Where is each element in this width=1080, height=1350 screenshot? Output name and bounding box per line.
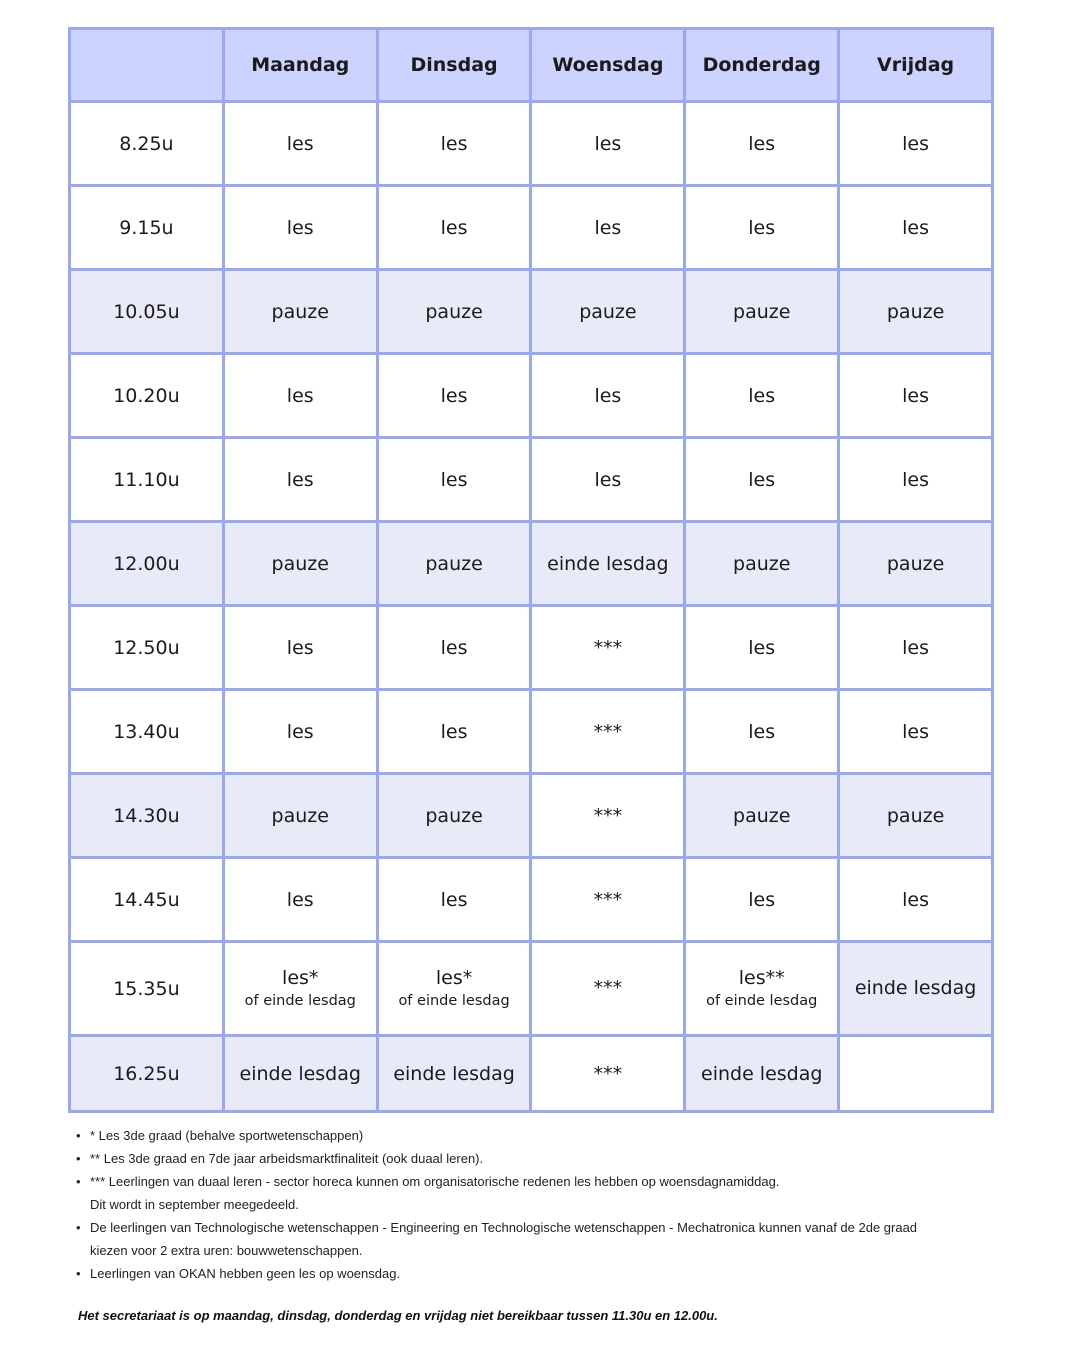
table-row [70, 102, 993, 186]
table-row [70, 438, 993, 522]
table-row [70, 186, 993, 270]
schedule-cell [839, 942, 993, 1036]
schedule-cell: les [839, 690, 993, 774]
schedule-cell: pauze [685, 774, 839, 858]
table-row [70, 1036, 993, 1112]
table-row [70, 858, 993, 942]
day-header-dinsdag: Dinsdag [377, 29, 531, 102]
schedule-cell: les [377, 858, 531, 942]
schedule-cell: les [223, 858, 377, 942]
schedule-cell: les [377, 102, 531, 186]
day-header-woensdag: Woensdag [531, 29, 685, 102]
day-header-maandag: Maandag [223, 29, 377, 102]
day-header-vrijdag: Vrijdag [839, 29, 993, 102]
schedule-cell: les [223, 690, 377, 774]
schedule-cell: pauze [685, 270, 839, 354]
table-row [70, 354, 993, 438]
schedule-cell: les [531, 354, 685, 438]
schedule-cell: les [531, 438, 685, 522]
schedule-cell: les [223, 102, 377, 186]
schedule-cell: les [377, 354, 531, 438]
schedule-cell [531, 942, 685, 1036]
schedule-cell: pauze [839, 774, 993, 858]
table-row [70, 270, 993, 354]
table-row [70, 942, 993, 1036]
schedule-cell: *** [531, 858, 685, 942]
table-row [70, 690, 993, 774]
schedule-cell: les [685, 690, 839, 774]
schedule-cell: les [377, 606, 531, 690]
time-cell: 13.40u [70, 690, 224, 774]
footnote-item: • De leerlingen van Technologische wetenschappen - Engineering en Technologische wetenschappen - Mechatronica kunnen vanaf de 2de graad [76, 1216, 1006, 1239]
schedule-cell: les [223, 186, 377, 270]
schedule-cell: les [839, 354, 993, 438]
schedule-cell: les [223, 354, 377, 438]
footnote-continuation: kiezen voor 2 extra uren: bouwwetenschappen. [90, 1243, 363, 1258]
schedule-cell: les [685, 354, 839, 438]
footnote-item: • * Les 3de graad (behalve sportwetenschappen) [76, 1124, 1006, 1147]
schedule-cell [839, 1036, 993, 1112]
time-cell: 10.20u [70, 354, 224, 438]
cell-sub-text: of einde lesdag [244, 992, 356, 1009]
secretariat-notice: Het secretariaat is op maandag, dinsdag, donderdag en vrijdag niet bereikbaar tussen 11.30u en 12.00u. [78, 1308, 718, 1323]
schedule-cell: les [839, 606, 993, 690]
schedule-cell [223, 942, 377, 1036]
footnote-item: • ** Les 3de graad en 7de jaar arbeidsmarktfinaliteit (ook duaal leren). [76, 1147, 1006, 1170]
cell-main-text: *** [593, 977, 623, 1000]
time-cell: 15.35u [70, 942, 224, 1036]
schedule-cell: pauze [223, 774, 377, 858]
footnote-item: • Leerlingen van OKAN hebben geen les op woensdag. [76, 1262, 1006, 1285]
time-cell: 14.45u [70, 858, 224, 942]
schedule-cell: einde lesdag [531, 522, 685, 606]
schedule-cell: les [685, 186, 839, 270]
header-row [70, 29, 993, 102]
schedule-cell: pauze [377, 522, 531, 606]
time-cell: 11.10u [70, 438, 224, 522]
schedule-cell: pauze [839, 522, 993, 606]
schedule-cell: les [531, 186, 685, 270]
schedule-cell [377, 942, 531, 1036]
schedule-cell: *** [531, 690, 685, 774]
cell-sub-text: of einde lesdag [398, 992, 510, 1009]
schedule-cell: *** [531, 1036, 685, 1112]
schedule-cell: pauze [685, 522, 839, 606]
cell-main-text: les** [738, 967, 785, 990]
schedule-cell: les [839, 438, 993, 522]
footnotes-list [76, 1124, 1006, 1285]
schedule-cell: *** [531, 774, 685, 858]
table-row [70, 522, 993, 606]
schedule-cell: les [377, 690, 531, 774]
footnote-item: • *** Leerlingen van duaal leren - sector horeca kunnen om organisatorische redenen les hebben op woensdagnamiddag. [76, 1170, 1006, 1193]
schedule-cell: les [685, 606, 839, 690]
cell-main-text: les* [435, 967, 473, 990]
time-cell: 9.15u [70, 186, 224, 270]
schedule-cell [685, 942, 839, 1036]
time-cell: 12.00u [70, 522, 224, 606]
time-cell: 14.30u [70, 774, 224, 858]
time-cell: 12.50u [70, 606, 224, 690]
schedule-cell: einde lesdag [685, 1036, 839, 1112]
schedule-cell: les [685, 102, 839, 186]
schedule-cell: les [839, 858, 993, 942]
schedule-cell: pauze [223, 522, 377, 606]
schedule-cell: les [839, 102, 993, 186]
day-header-donderdag: Donderdag [685, 29, 839, 102]
schedule-cell: pauze [377, 774, 531, 858]
schedule-cell: les [223, 438, 377, 522]
table-row [70, 606, 993, 690]
time-cell: 10.05u [70, 270, 224, 354]
footnote-continuation: Dit wordt in september meegedeeld. [90, 1197, 299, 1212]
corner-cell [70, 29, 224, 102]
schedule-cell: les [223, 606, 377, 690]
schedule-cell: les [377, 438, 531, 522]
schedule-cell: pauze [377, 270, 531, 354]
schedule-cell: les [685, 438, 839, 522]
schedule-cell: pauze [223, 270, 377, 354]
table-row [70, 774, 993, 858]
schedule-cell: les [839, 186, 993, 270]
schedule-cell: les [531, 102, 685, 186]
schedule-cell: les [377, 186, 531, 270]
cell-main-text: einde lesdag [854, 977, 977, 1000]
schedule-cell: einde lesdag [377, 1036, 531, 1112]
schedule-cell: les [685, 858, 839, 942]
schedule-cell: pauze [531, 270, 685, 354]
time-cell: 16.25u [70, 1036, 224, 1112]
schedule-cell: einde lesdag [223, 1036, 377, 1112]
schedule-cell: pauze [839, 270, 993, 354]
cell-main-text: les* [282, 967, 319, 990]
schedule-cell: *** [531, 606, 685, 690]
time-cell: 8.25u [70, 102, 224, 186]
cell-sub-text: of einde lesdag [706, 992, 818, 1009]
schedule-table [68, 27, 994, 1113]
